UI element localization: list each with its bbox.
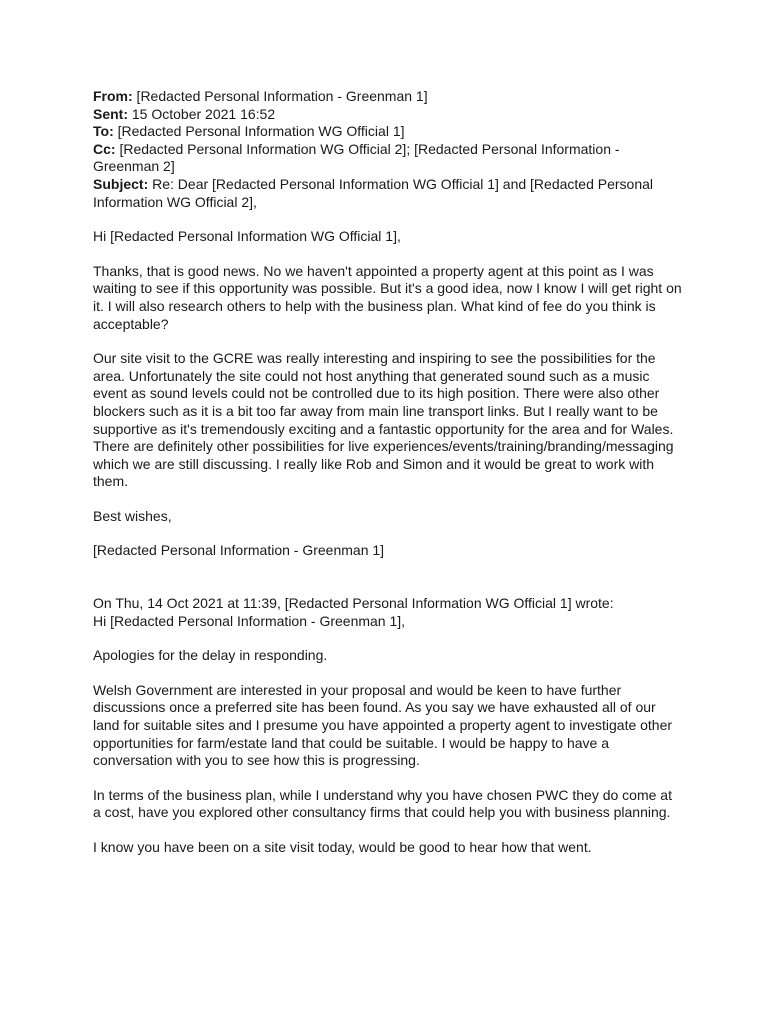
quoted-paragraph-3: In terms of the business plan, while I understand why you have chosen PWC they do come at a cost, have you explored other consultancy firms that could help you with business planning. (93, 786, 672, 821)
reply-body (93, 228, 683, 560)
to-value: [Redacted Personal Information WG Official 1] (113, 123, 405, 140)
reply-signoff: Best wishes, (93, 507, 172, 524)
cc-line (93, 141, 683, 176)
to-line (93, 123, 683, 141)
cc-value: [Redacted Personal Information WG Official 2]; [Redacted Personal Information - Greenman 2] (93, 140, 620, 175)
reply-signature: [Redacted Personal Information - Greenman 1] (93, 542, 385, 559)
from-value: [Redacted Personal Information - Greenman 1] (132, 88, 428, 104)
quoted-paragraph-2: Welsh Government are interested in your proposal and would be keen to have further discussions once a preferred site has been found. As you say we have exhausted all of our land for suitable sites and I presume you have appointed a property agent to investigate other opportunities for farm/estate land that could be suitable. I would be happy to have a conversation with you to see how this is progressing. (93, 681, 673, 769)
quoted-message (93, 595, 683, 857)
quoted-intro-line: On Thu, 14 Oct 2021 at 11:39, [Redacted Personal Information WG Official 1] wrote: (93, 595, 614, 612)
subject-line (93, 176, 683, 211)
from-line (93, 88, 683, 106)
sent-line (93, 106, 683, 124)
quoted-paragraph-1: Apologies for the delay in responding. (93, 647, 328, 664)
reply-paragraph-1: Thanks, that is good news. No we haven't appointed a property agent at this point as I was waiting to see if this opportunity was possible. But it's a good idea, now I know I will get right on it. I will also research others to help with the business plan. What kind of fee do you think is acceptable? (93, 262, 682, 332)
to-label: To: (93, 123, 114, 140)
quote-gap (93, 577, 683, 595)
quoted-paragraph-4: I know you have been on a site visit today, would be good to hear how that went. (93, 839, 592, 855)
reply-greeting: Hi [Redacted Personal Information WG Official 1], (93, 228, 401, 245)
email-header (93, 88, 683, 211)
reply-paragraph-2: Our site visit to the GCRE was really interesting and inspiring to see the possibilities for the area. Unfortunately the site could not host anything that generated sound such as a music event as sound levels could not be controlled due to its high position. There were also other blockers such as it is a bit too far away from main line transport links. But I really want to be supportive as it's tremendously exciting and a fantastic opportunity for the area and for Wales. There are definitely other possibilities for live experiences/events/training/branding/messaging which we are still discussing. I really like Rob and Simon and it would be great to work with them. (93, 350, 674, 490)
cc-label: Cc: (93, 140, 116, 157)
sent-value: 15 October 2021 16:52 (128, 105, 276, 122)
sent-label: Sent: (93, 105, 128, 122)
subject-value: Re: Dear [Redacted Personal Information WG Official 1] and [Redacted Personal Information WG Official 2], (93, 175, 654, 210)
quoted-greeting: Hi [Redacted Personal Information - Greenman 1], (93, 612, 406, 629)
subject-label: Subject: (93, 175, 149, 192)
email-document (93, 88, 683, 874)
from-label: From: (93, 88, 133, 104)
